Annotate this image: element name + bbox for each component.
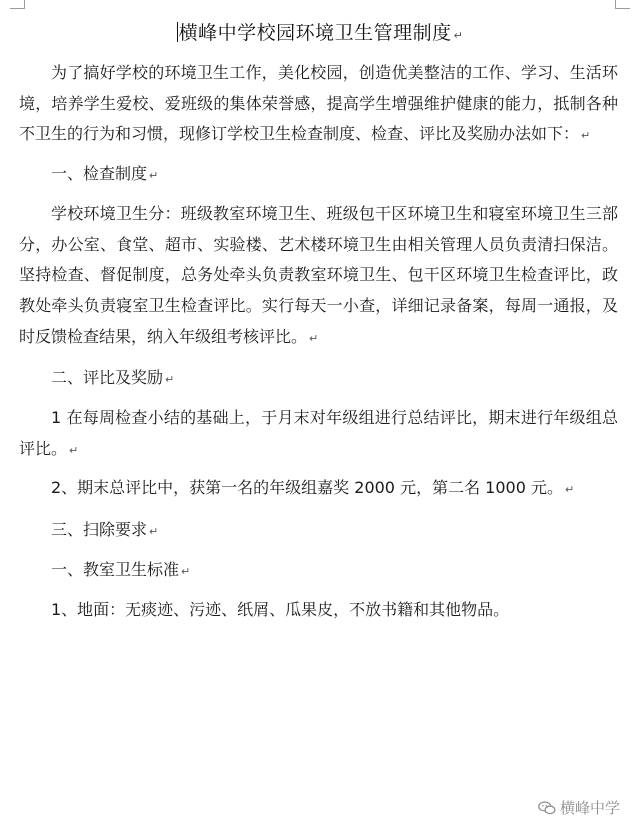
paragraph-mark: ↵ <box>309 331 319 345</box>
paragraph-mark: ↵ <box>181 564 191 578</box>
intro-paragraph[interactable]: 为了搞好学校的环境卫生工作，美化校园，创造优美整洁的工作、学习、生活环境，培养学生爱校、爱班级的集体荣誉感，提高学生增强维护健康的能力，抵制各种不卫生的行为和习惯，现修订学校卫生检查制度、检查、评比及奖励办法如下： ↵ <box>19 63 618 144</box>
awards-item-1[interactable]: 1 在每周检查小结的基础上，于月末对年级组进行总结评比，期末进行年级组总评比。 ↵ <box>19 408 618 458</box>
document-title-line <box>0 18 640 45</box>
section-heading-cleaning[interactable]: 三、扫除要求 ↵ <box>51 520 159 540</box>
paragraph-mark: ↵ <box>149 169 159 183</box>
document-title[interactable]: 横峰中学校园环境卫生管理制度 <box>178 22 452 44</box>
section-heading-awards[interactable]: 二、评比及奖励 ↵ <box>51 368 175 388</box>
paragraph-mark: ↵ <box>69 443 79 457</box>
margin-corner-mark-left <box>10 0 25 9</box>
wechat-watermark <box>538 797 620 818</box>
watermark-text: 横峰中学 <box>559 799 620 817</box>
awards-item-2[interactable]: 2、期末总评比中，获第一名的年级组嘉奖 2000 元，第二名 1000 元。 ↵ <box>51 478 575 498</box>
classroom-item-1[interactable]: 1、地面：无痰迹、污迹、纸屑、瓜果皮，不放书籍和其他物品。 <box>51 599 510 619</box>
margin-corner-mark-right <box>615 0 630 9</box>
paragraph-mark: ↵ <box>564 483 575 497</box>
paragraph-mark: ↵ <box>149 525 159 539</box>
document-body[interactable] <box>19 58 618 625</box>
text-cursor <box>177 22 178 42</box>
inspection-paragraph[interactable]: 学校环境卫生分：班级教室环境卫生、班级包干区环境卫生和寝室环境卫生三部分，办公室、食堂、超市、实验楼、艺术楼环境卫生由相关管理人员负责清扫保洁。坚持检查、督促制度，总务处牵头负责教室环境卫生、包干区环境卫生检查评比，政教处牵头负责寝室卫生检查评比。实行每天一小查，详细记录备案，每周一通报，及时反馈检查结果，纳入年级组考核评比。 ↵ <box>19 203 618 346</box>
paragraph-mark: ↵ <box>453 29 464 42</box>
wechat-icon <box>538 801 556 815</box>
subsection-heading-classroom[interactable]: 一、教室卫生标准 ↵ <box>51 559 191 579</box>
section-heading-inspection[interactable]: 一、检查制度 ↵ <box>51 164 159 184</box>
paragraph-mark: ↵ <box>581 129 591 143</box>
paragraph-mark: ↵ <box>165 373 175 387</box>
